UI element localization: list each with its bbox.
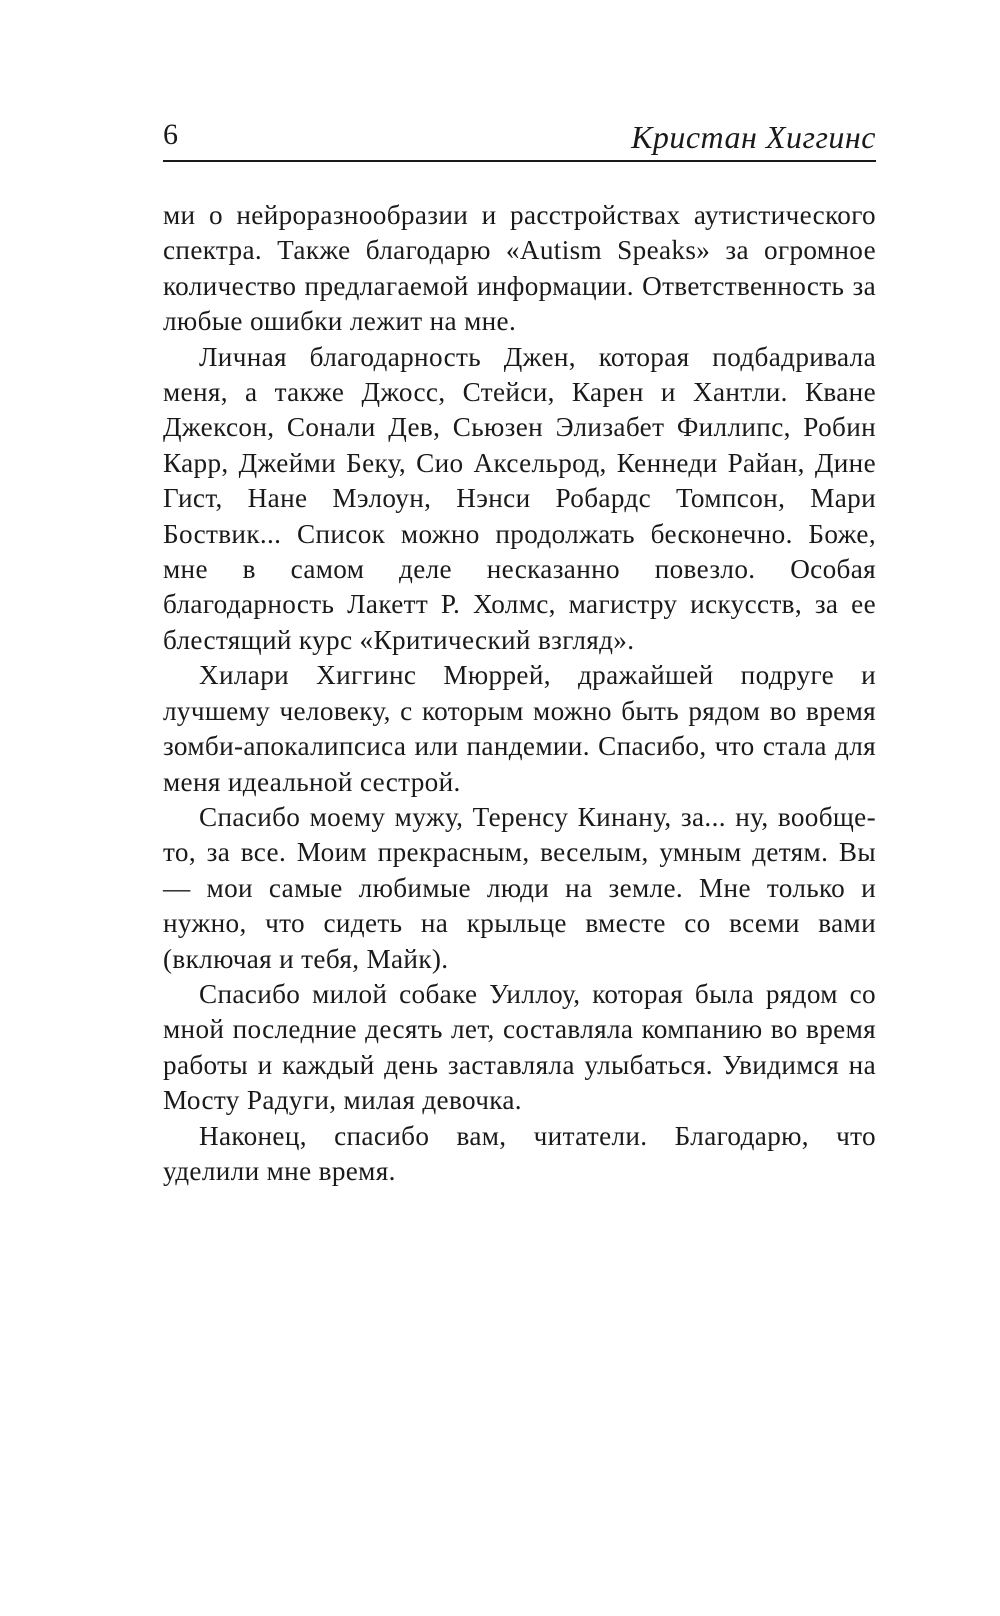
paragraph: Личная благодарность Джен, которая подбадривала меня, а также Джосс, Стейси, Карен и Хантли. Кване Джексон, Сонали Дев, Сьюзен Элизабет Филлипс, Робин Карр, Джейми Беку, Сио Аксельрод, Кеннеди Райан, Дине Гист, Нане Мэлоун, Нэнси Робардс Томпсон, Мари Боствик... Список можно продолжать бесконечно. Боже, мне в самом деле несказанно повезло. Особая благодарность Лакетт Р. Холмс, магистру искусств, за ее блестящий курс «Критический взгляд». xyxy=(163,341,876,655)
paragraph: Спасибо моему мужу, Теренсу Кинану, за... ну, вообще-то, за все. Моим прекрасным, веселым, умным детям. Вы — мои самые любимые люди на земле. Мне только и нужно, что сидеть на крыльце вместе со всеми вами (включая и тебя, Майк). xyxy=(163,801,876,974)
running-head-author: Кристан Хиггинс xyxy=(631,119,876,155)
paragraph: Наконец, спасибо вам, читатели. Благодарю, что уделили мне время. xyxy=(163,1120,876,1186)
body-text xyxy=(163,198,876,1189)
page-number: 6 xyxy=(163,118,178,151)
paragraph: ми о нейроразнообразии и расстройствах аутистического спектра. Также благодарю «Autism Speaks» за огромное количество предлагаемой информации. Ответственность за любые ошибки лежит на мне. xyxy=(163,200,876,337)
paragraph: Хилари Хиггинс Мюррей, дражайшей подруге и лучшему человеку, с которым можно быть рядом во время зомби-апокалипсиса или пандемии. Спасибо, что стала для меня идеальной сестрой. xyxy=(163,660,876,797)
paragraph: Спасибо милой собаке Уиллоу, которая была рядом со мной последние десять лет, составляла компанию во время работы и каждый день заставляла улыбаться. Увидимся на Мосту Радуги, милая девочка. xyxy=(163,978,876,1116)
page-header xyxy=(163,108,876,162)
